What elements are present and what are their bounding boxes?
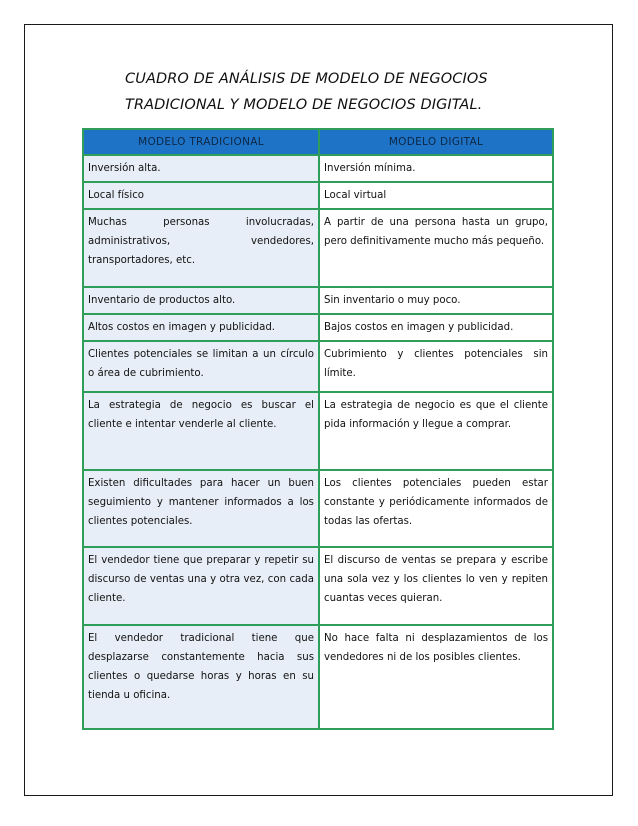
cell-traditional: El vendedor tiene que preparar y repetir su discurso de ventas una y otra vez, con cada cliente. [83, 547, 319, 625]
table-row [83, 341, 553, 392]
table-row [83, 625, 553, 729]
cell-digital: Sin inventario o muy poco. [319, 287, 553, 314]
cell-digital: El discurso de ventas se prepara y escribe una sola vez y los clientes lo ven y repiten cuantas veces quieran. [319, 547, 553, 625]
cell-traditional: Inventario de productos alto. [83, 287, 319, 314]
cell-digital: La estrategia de negocio es que el cliente pida información y llegue a comprar. [319, 392, 553, 470]
table-row [83, 287, 553, 314]
cell-digital: A partir de una persona hasta un grupo, pero definitivamente mucho más pequeño. [319, 209, 553, 287]
title-line-1: CUADRO DE ANÁLISIS DE MODELO DE NEGOCIOS [125, 71, 488, 87]
table-row [83, 470, 553, 547]
cell-digital: Bajos costos en imagen y publicidad. [319, 314, 553, 341]
cell-traditional: Inversión alta. [83, 155, 319, 182]
cell-digital: Inversión mínima. [319, 155, 553, 182]
table-row [83, 155, 553, 182]
table-row [83, 209, 553, 287]
cell-traditional: Local físico [83, 182, 319, 209]
header-digital: MODELO DIGITAL [319, 129, 553, 155]
cell-traditional: Existen dificultades para hacer un buen seguimiento y mantener informados a los clientes potenciales. [83, 470, 319, 547]
cell-traditional: Clientes potenciales se limitan a un círculo o área de cubrimiento. [83, 341, 319, 392]
cell-traditional: El vendedor tradicional tiene que desplazarse constantemente hacia sus clientes o quedarse horas y horas en su tienda u oficina. [83, 625, 319, 729]
cell-traditional: Muchas personas involucradas, administrativos, vendedores, transportadores, etc. [83, 209, 319, 287]
cell-traditional: Altos costos en imagen y publicidad. [83, 314, 319, 341]
table-row [83, 182, 553, 209]
cell-digital: Los clientes potenciales pueden estar constante y periódicamente informados de todas las ofertas. [319, 470, 553, 547]
table-row [83, 392, 553, 470]
cell-digital: Local virtual [319, 182, 553, 209]
cell-digital: Cubrimiento y clientes potenciales sin límite. [319, 341, 553, 392]
cell-digital: No hace falta ni desplazamientos de los vendedores ni de los posibles clientes. [319, 625, 553, 729]
title-line-2: TRADICIONAL Y MODELO DE NEGOCIOS DIGITAL. [125, 97, 483, 113]
document-title [125, 66, 545, 118]
cell-traditional: La estrategia de negocio es buscar el cliente e intentar venderle al cliente. [83, 392, 319, 470]
comparison-table [82, 128, 554, 730]
table-header-row [83, 129, 553, 155]
table-row [83, 314, 553, 341]
table-row [83, 547, 553, 625]
header-traditional: MODELO TRADICIONAL [83, 129, 319, 155]
